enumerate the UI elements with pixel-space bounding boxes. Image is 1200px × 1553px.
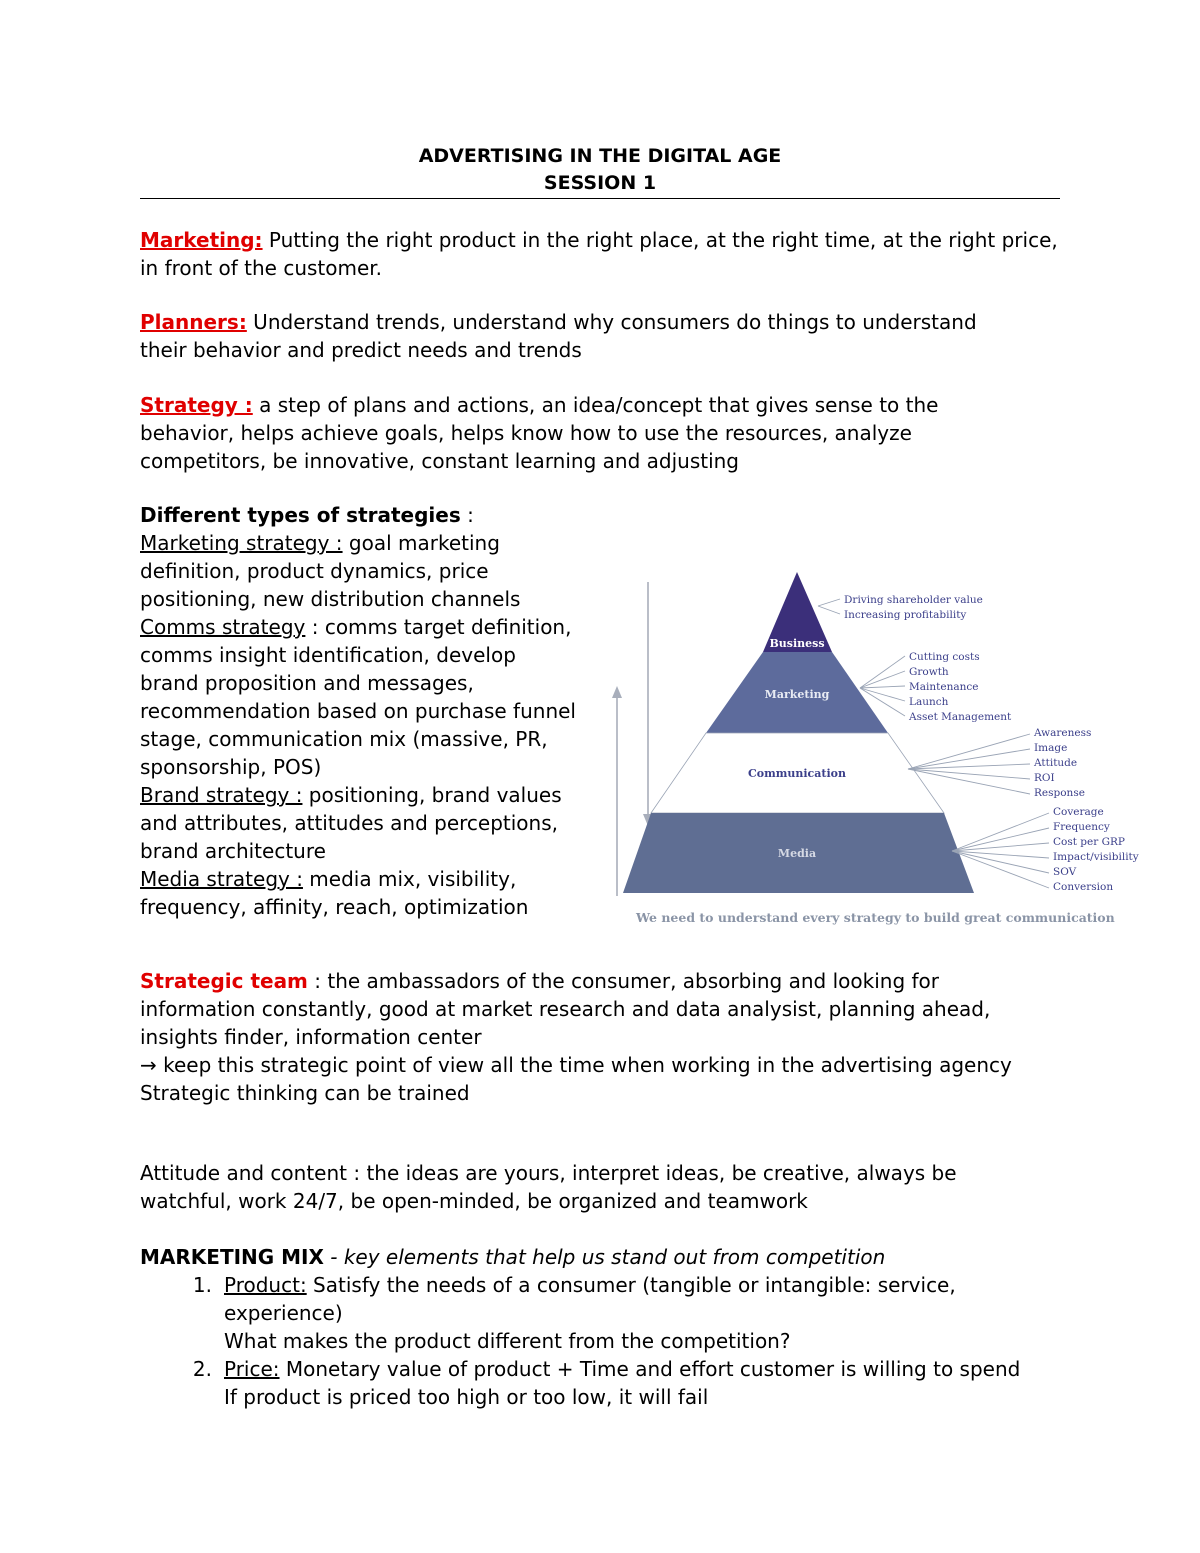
fan-communication: [908, 727, 1091, 799]
strategy-pyramid-diagram: [600, 570, 1160, 940]
strategy-term: Strategy :: [140, 393, 253, 417]
fan-label: Maintenance: [909, 681, 979, 693]
strategic-team-section: [140, 967, 1050, 1107]
header-divider: [140, 198, 1060, 199]
strategy-type-item: [140, 529, 580, 613]
strategy-type-term: Marketing strategy :: [140, 531, 343, 555]
strategic-team-note: [140, 1051, 1050, 1079]
fan-label: Asset Management: [909, 711, 1012, 723]
fan-label: SOV: [1053, 866, 1077, 878]
marketing-text: Putting the right product in the right place, at the right time, at the right price, in front of the customer.: [140, 228, 1058, 280]
strategy-types-heading: Different types of strategies: [140, 503, 461, 527]
fan-label: Awareness: [1034, 727, 1092, 739]
strategic-team-term: Strategic team: [140, 969, 308, 993]
fan-line: [908, 764, 1030, 769]
strategic-team-definition: [140, 967, 1050, 1051]
marketing-mix-heading-line: [140, 1243, 1070, 1271]
strategy-types-heading-line: [140, 501, 580, 529]
document-title: ADVERTISING IN THE DIGITAL AGE: [418, 145, 782, 167]
fan-line: [908, 769, 1030, 779]
marketing-mix-heading: MARKETING MIX: [140, 1245, 324, 1269]
fan-line: [860, 688, 905, 701]
fan-line: [908, 749, 1030, 769]
strategic-thinking-line: Strategic thinking can be trained: [140, 1081, 470, 1105]
up-arrow-head: [612, 686, 622, 698]
fan-label: Attitude: [1034, 757, 1078, 769]
fan-label: Cost per GRP: [1053, 836, 1125, 848]
fan-line: [952, 813, 1049, 851]
fan-label: Growth: [909, 666, 949, 678]
list-item-text: Monetary value of product + Time and effort customer is willing to spend: [279, 1357, 1021, 1381]
fan-line: [818, 599, 840, 606]
list-item-main: [224, 1355, 1070, 1383]
strategic-team-text: : the ambassadors of the consumer, absorbing and looking for information constantly, good at market research and data analysist, planning ahead, insights finder, information center: [140, 969, 991, 1049]
list-item: [140, 1271, 1070, 1355]
fan-line: [818, 606, 840, 614]
marketing-mix-list: [140, 1271, 1070, 1411]
strategy-types-colon: :: [460, 503, 474, 527]
tier-label-business: Business: [769, 637, 825, 650]
strategy-type-item: [140, 613, 580, 781]
fan-media: [952, 806, 1139, 893]
fan-label: Conversion: [1053, 881, 1114, 893]
strategy-type-term: Comms strategy: [140, 615, 306, 639]
list-item-number: 1.: [192, 1273, 212, 1297]
strategy-types: [140, 501, 580, 921]
fan-label: Impact/visibility: [1053, 851, 1139, 863]
fan-line: [952, 843, 1049, 851]
fan-label: Cutting costs: [909, 651, 980, 663]
list-item-main: [224, 1271, 1070, 1327]
list-item-extra: What makes the product different from the competition?: [224, 1329, 791, 1353]
arrow-icon: →: [140, 1053, 157, 1077]
strategy-text: a step of plans and actions, an idea/concept that gives sense to the behavior, helps achieve goals, helps know how to use the resources, analyze competitors, be innovative, constant learning and adjusting: [140, 393, 939, 473]
strategy-type-text: goal marketing definition, product dynamics, price positioning, new distribution channels: [140, 531, 521, 611]
planners-term: Planners:: [140, 310, 247, 334]
strategic-team-note-text: keep this strategic point of view all the time when working in the advertising agency: [156, 1053, 1012, 1077]
fan-line: [860, 671, 905, 688]
marketing-mix-subheading: - key elements that help us stand out from competition: [323, 1245, 886, 1269]
marketing-definition: [140, 226, 1060, 282]
document-subtitle: SESSION 1: [543, 172, 657, 194]
fan-marketing: [860, 651, 1012, 723]
strategy-type-text: positioning, brand values and attributes, attitudes and perceptions, brand architecture: [140, 783, 562, 863]
document-header: [140, 143, 1060, 197]
fan-label: Response: [1034, 787, 1085, 799]
fan-label: ROI: [1034, 772, 1055, 784]
tier-label-communication: Communication: [748, 767, 846, 780]
strategy-type-text: : comms target definition, comms insight identification, develop brand proposition and messages, recommendation based on purchase funnel stage, communication mix (massive, PR, sponsorship, POS): [140, 615, 576, 779]
tier-label-marketing: Marketing: [764, 688, 830, 701]
strategy-type-item: [140, 865, 580, 921]
fan-label: Frequency: [1053, 821, 1110, 833]
fan-label: Launch: [909, 696, 949, 708]
list-item-body: [224, 1355, 1070, 1411]
strategy-type-term: Media strategy :: [140, 867, 303, 891]
fan-line: [952, 828, 1049, 851]
list-item-number: 2.: [192, 1357, 212, 1381]
diagram-caption: We need to understand every strategy to build great communication: [636, 910, 1115, 925]
fan-line: [860, 686, 905, 688]
fan-label: Driving shareholder value: [844, 594, 983, 606]
strategy-type-item: [140, 781, 580, 865]
fan-business: [818, 594, 983, 621]
planners-definition: [140, 308, 1020, 364]
list-item-text: Satisfy the needs of a consumer (tangible or intangible: service, experience): [224, 1273, 956, 1325]
tier-label-media: Media: [777, 847, 817, 860]
list-item-term: Product:: [224, 1273, 307, 1297]
fan-label: Coverage: [1053, 806, 1104, 818]
fan-label: Increasing profitability: [844, 609, 967, 621]
list-item: [140, 1355, 1070, 1411]
marketing-term: Marketing:: [140, 228, 263, 252]
strategy-definition: [140, 391, 1010, 475]
fan-line: [860, 656, 905, 688]
strategy-type-term: Brand strategy :: [140, 783, 303, 807]
attitude-paragraph: Attitude and content : the ideas are yours, interpret ideas, be creative, always be watchful, work 24/7, be open-minded, be organized and teamwork: [140, 1161, 957, 1213]
list-item-extra: If product is priced too high or too low, it will fail: [224, 1385, 709, 1409]
list-item-body: [224, 1271, 1070, 1355]
fan-line: [908, 734, 1030, 769]
strategy-type-text: media mix, visibility, frequency, affinity, reach, optimization: [140, 867, 529, 919]
list-item-term: Price:: [224, 1357, 280, 1381]
fan-label: Image: [1034, 742, 1068, 754]
planners-text: Understand trends, understand why consumers do things to understand their behavior and predict needs and trends: [140, 310, 977, 362]
